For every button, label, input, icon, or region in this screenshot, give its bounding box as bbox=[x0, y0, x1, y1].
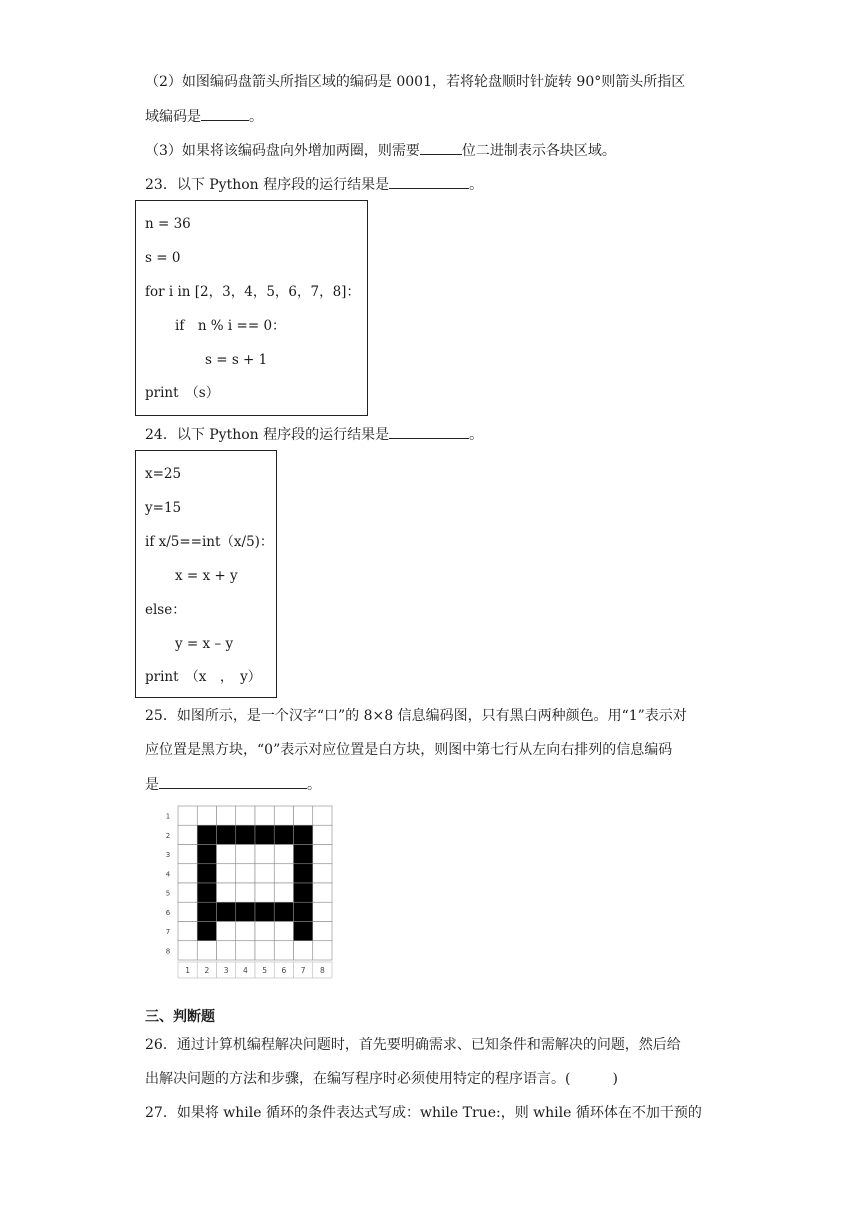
grid-cell-white bbox=[313, 922, 332, 941]
grid-cell-white bbox=[313, 941, 332, 960]
q26-line2: 出解决问题的方法和步骤，在编写程序时必须使用特定的程序语言。( ) bbox=[145, 1071, 618, 1087]
grid-cell-white bbox=[178, 941, 197, 960]
answer-blank bbox=[201, 106, 249, 121]
grid-cell-black bbox=[236, 825, 255, 844]
grid-cell-white bbox=[313, 825, 332, 844]
section-title: 三、判断题 bbox=[145, 1009, 215, 1025]
grid-cell-white bbox=[255, 883, 274, 902]
grid-cell-white bbox=[274, 864, 293, 883]
grid-cell-white bbox=[217, 883, 236, 902]
grid-cell-black bbox=[197, 845, 216, 864]
q27-line1: 27．如果将 while 循环的条件表达式写成：while True:，则 while 循环体在不加干预的 bbox=[145, 1105, 702, 1121]
grid-cell-white bbox=[313, 883, 332, 902]
grid-cell-black bbox=[197, 902, 216, 921]
grid-cell-black bbox=[294, 883, 313, 902]
q25-line3-end: 。 bbox=[307, 777, 321, 793]
grid-cell-white bbox=[217, 922, 236, 941]
grid-cell-white bbox=[236, 941, 255, 960]
answer-blank bbox=[389, 424, 469, 439]
grid-col-label: 6 bbox=[281, 966, 287, 975]
code-line: x = x + y bbox=[175, 568, 238, 584]
grid-cell-black bbox=[197, 864, 216, 883]
grid-cell-white bbox=[197, 941, 216, 960]
grid-row-label: 2 bbox=[165, 831, 171, 840]
grid-cell-black bbox=[197, 883, 216, 902]
answer-blank bbox=[389, 174, 469, 189]
grid-row-label: 4 bbox=[165, 870, 171, 879]
q22-part3 bbox=[145, 140, 616, 161]
grid-row-label: 3 bbox=[165, 851, 171, 860]
grid-cell-white bbox=[178, 864, 197, 883]
grid-cell-black bbox=[294, 825, 313, 844]
grid-cell-white bbox=[217, 806, 236, 825]
grid-row-label: 8 bbox=[165, 947, 171, 956]
q24-stem-text: 24．以下 Python 程序段的运行结果是 bbox=[145, 427, 390, 443]
code-line: s = s + 1 bbox=[205, 352, 268, 368]
grid-cell-white bbox=[255, 941, 274, 960]
q22-part2-text: 域编码是 bbox=[145, 109, 201, 125]
grid-row-label: 6 bbox=[165, 908, 171, 917]
q23-stem-end: 。 bbox=[469, 177, 484, 193]
grid-col-label: 1 bbox=[185, 966, 191, 975]
grid-cell-white bbox=[236, 845, 255, 864]
grid-cell-black bbox=[294, 864, 313, 883]
q25-line1: 25．如图所示，是一个汉字“口”的 8×8 信息编码图，只有黑白两种颜色。用“1”表示对 bbox=[145, 708, 687, 724]
grid-cell-black bbox=[294, 922, 313, 941]
grid-cell-black bbox=[294, 902, 313, 921]
grid-cell-white bbox=[178, 806, 197, 825]
code-line: s = 0 bbox=[145, 250, 181, 266]
grid-cell-white bbox=[294, 941, 313, 960]
code-line: y = x – y bbox=[175, 636, 234, 652]
grid-cell-black bbox=[236, 902, 255, 921]
grid-col-label: 3 bbox=[223, 966, 229, 975]
grid-cell-white bbox=[274, 806, 293, 825]
grid-cell-white bbox=[217, 845, 236, 864]
grid-cell-white bbox=[313, 864, 332, 883]
code-line: print （s） bbox=[145, 385, 220, 401]
q26-line1: 26．通过计算机编程解决问题时，首先要明确需求、已知条件和需解决的问题，然后给 bbox=[145, 1037, 681, 1053]
grid-cell-white bbox=[236, 922, 255, 941]
grid-row-label: 1 bbox=[165, 812, 171, 821]
grid-cell-white bbox=[236, 864, 255, 883]
grid-cell-black bbox=[217, 902, 236, 921]
q23-stem bbox=[145, 174, 483, 195]
grid-cell-white bbox=[217, 941, 236, 960]
grid-cell-white bbox=[274, 883, 293, 902]
grid-cell-white bbox=[236, 806, 255, 825]
answer-blank bbox=[159, 774, 307, 789]
q23-stem-text: 23．以下 Python 程序段的运行结果是 bbox=[145, 177, 390, 193]
grid-cell-white bbox=[313, 902, 332, 921]
grid-col-label: 5 bbox=[262, 966, 268, 975]
code-line: for i in [2，3，4，5，6，7，8]： bbox=[145, 284, 360, 300]
grid-cell-white bbox=[236, 883, 255, 902]
grid-cell-black bbox=[274, 902, 293, 921]
grid-col-label: 4 bbox=[242, 966, 248, 975]
grid-cell-black bbox=[294, 845, 313, 864]
grid-cell-white bbox=[294, 806, 313, 825]
grid-cell-white bbox=[217, 864, 236, 883]
q22-part2-line1: （2）如图编码盘箭头所指区域的编码是 0001，若将轮盘顺时针旋转 90°则箭头所指区 bbox=[145, 74, 686, 90]
grid-cell-white bbox=[255, 864, 274, 883]
grid-cell-black bbox=[197, 922, 216, 941]
answer-blank bbox=[420, 140, 462, 155]
grid-cell-black bbox=[274, 825, 293, 844]
q22-part2-line2 bbox=[145, 106, 263, 127]
q24-stem-end: 。 bbox=[469, 427, 484, 443]
grid-cell-white bbox=[178, 902, 197, 921]
q24-stem bbox=[145, 424, 483, 445]
grid-col-label: 2 bbox=[204, 966, 210, 975]
q25-line2: 应位置是黑方块，“0”表示对应位置是白方块，则图中第七行从左向右排列的信息编码 bbox=[145, 742, 673, 758]
grid-cell-white bbox=[178, 825, 197, 844]
code-line: print （x ， y） bbox=[145, 669, 262, 685]
grid-cell-white bbox=[255, 806, 274, 825]
q25-line3-text: 是 bbox=[145, 777, 159, 793]
code-line: y=15 bbox=[145, 500, 182, 516]
grid-cell-white bbox=[197, 806, 216, 825]
q22-part3-text: （3）如果将该编码盘向外增加两圈，则需要 bbox=[145, 143, 420, 159]
grid-col-label: 7 bbox=[300, 966, 306, 975]
grid-cell-white bbox=[255, 922, 274, 941]
grid-cell-white bbox=[255, 845, 274, 864]
code-line: if x/5==int（x/5)： bbox=[145, 534, 274, 550]
code-line: else： bbox=[145, 602, 186, 618]
code-line: n = 36 bbox=[145, 216, 191, 232]
grid-cell-black bbox=[255, 902, 274, 921]
grid-cell-white bbox=[313, 806, 332, 825]
grid-cell-white bbox=[313, 845, 332, 864]
q22-part3-end: 位二进制表示各块区域。 bbox=[461, 143, 616, 159]
grid-row-label: 7 bbox=[165, 928, 171, 937]
grid-cell-black bbox=[217, 825, 236, 844]
kou-encoding-grid-figure bbox=[160, 803, 340, 1003]
code-line: if n % i == 0： bbox=[175, 318, 286, 334]
grid-cell-black bbox=[255, 825, 274, 844]
grid-cell-black bbox=[197, 825, 216, 844]
grid-cell-white bbox=[274, 941, 293, 960]
code-line: x=25 bbox=[145, 466, 182, 482]
grid-cell-white bbox=[178, 845, 197, 864]
grid-row-label: 5 bbox=[165, 889, 171, 898]
grid-cell-white bbox=[274, 845, 293, 864]
grid-cell-white bbox=[178, 883, 197, 902]
grid-cell-white bbox=[274, 922, 293, 941]
q25-line3 bbox=[145, 774, 321, 795]
q22-part2-end: 。 bbox=[249, 109, 263, 125]
grid-col-label: 8 bbox=[319, 966, 325, 975]
grid-cell-white bbox=[178, 922, 197, 941]
